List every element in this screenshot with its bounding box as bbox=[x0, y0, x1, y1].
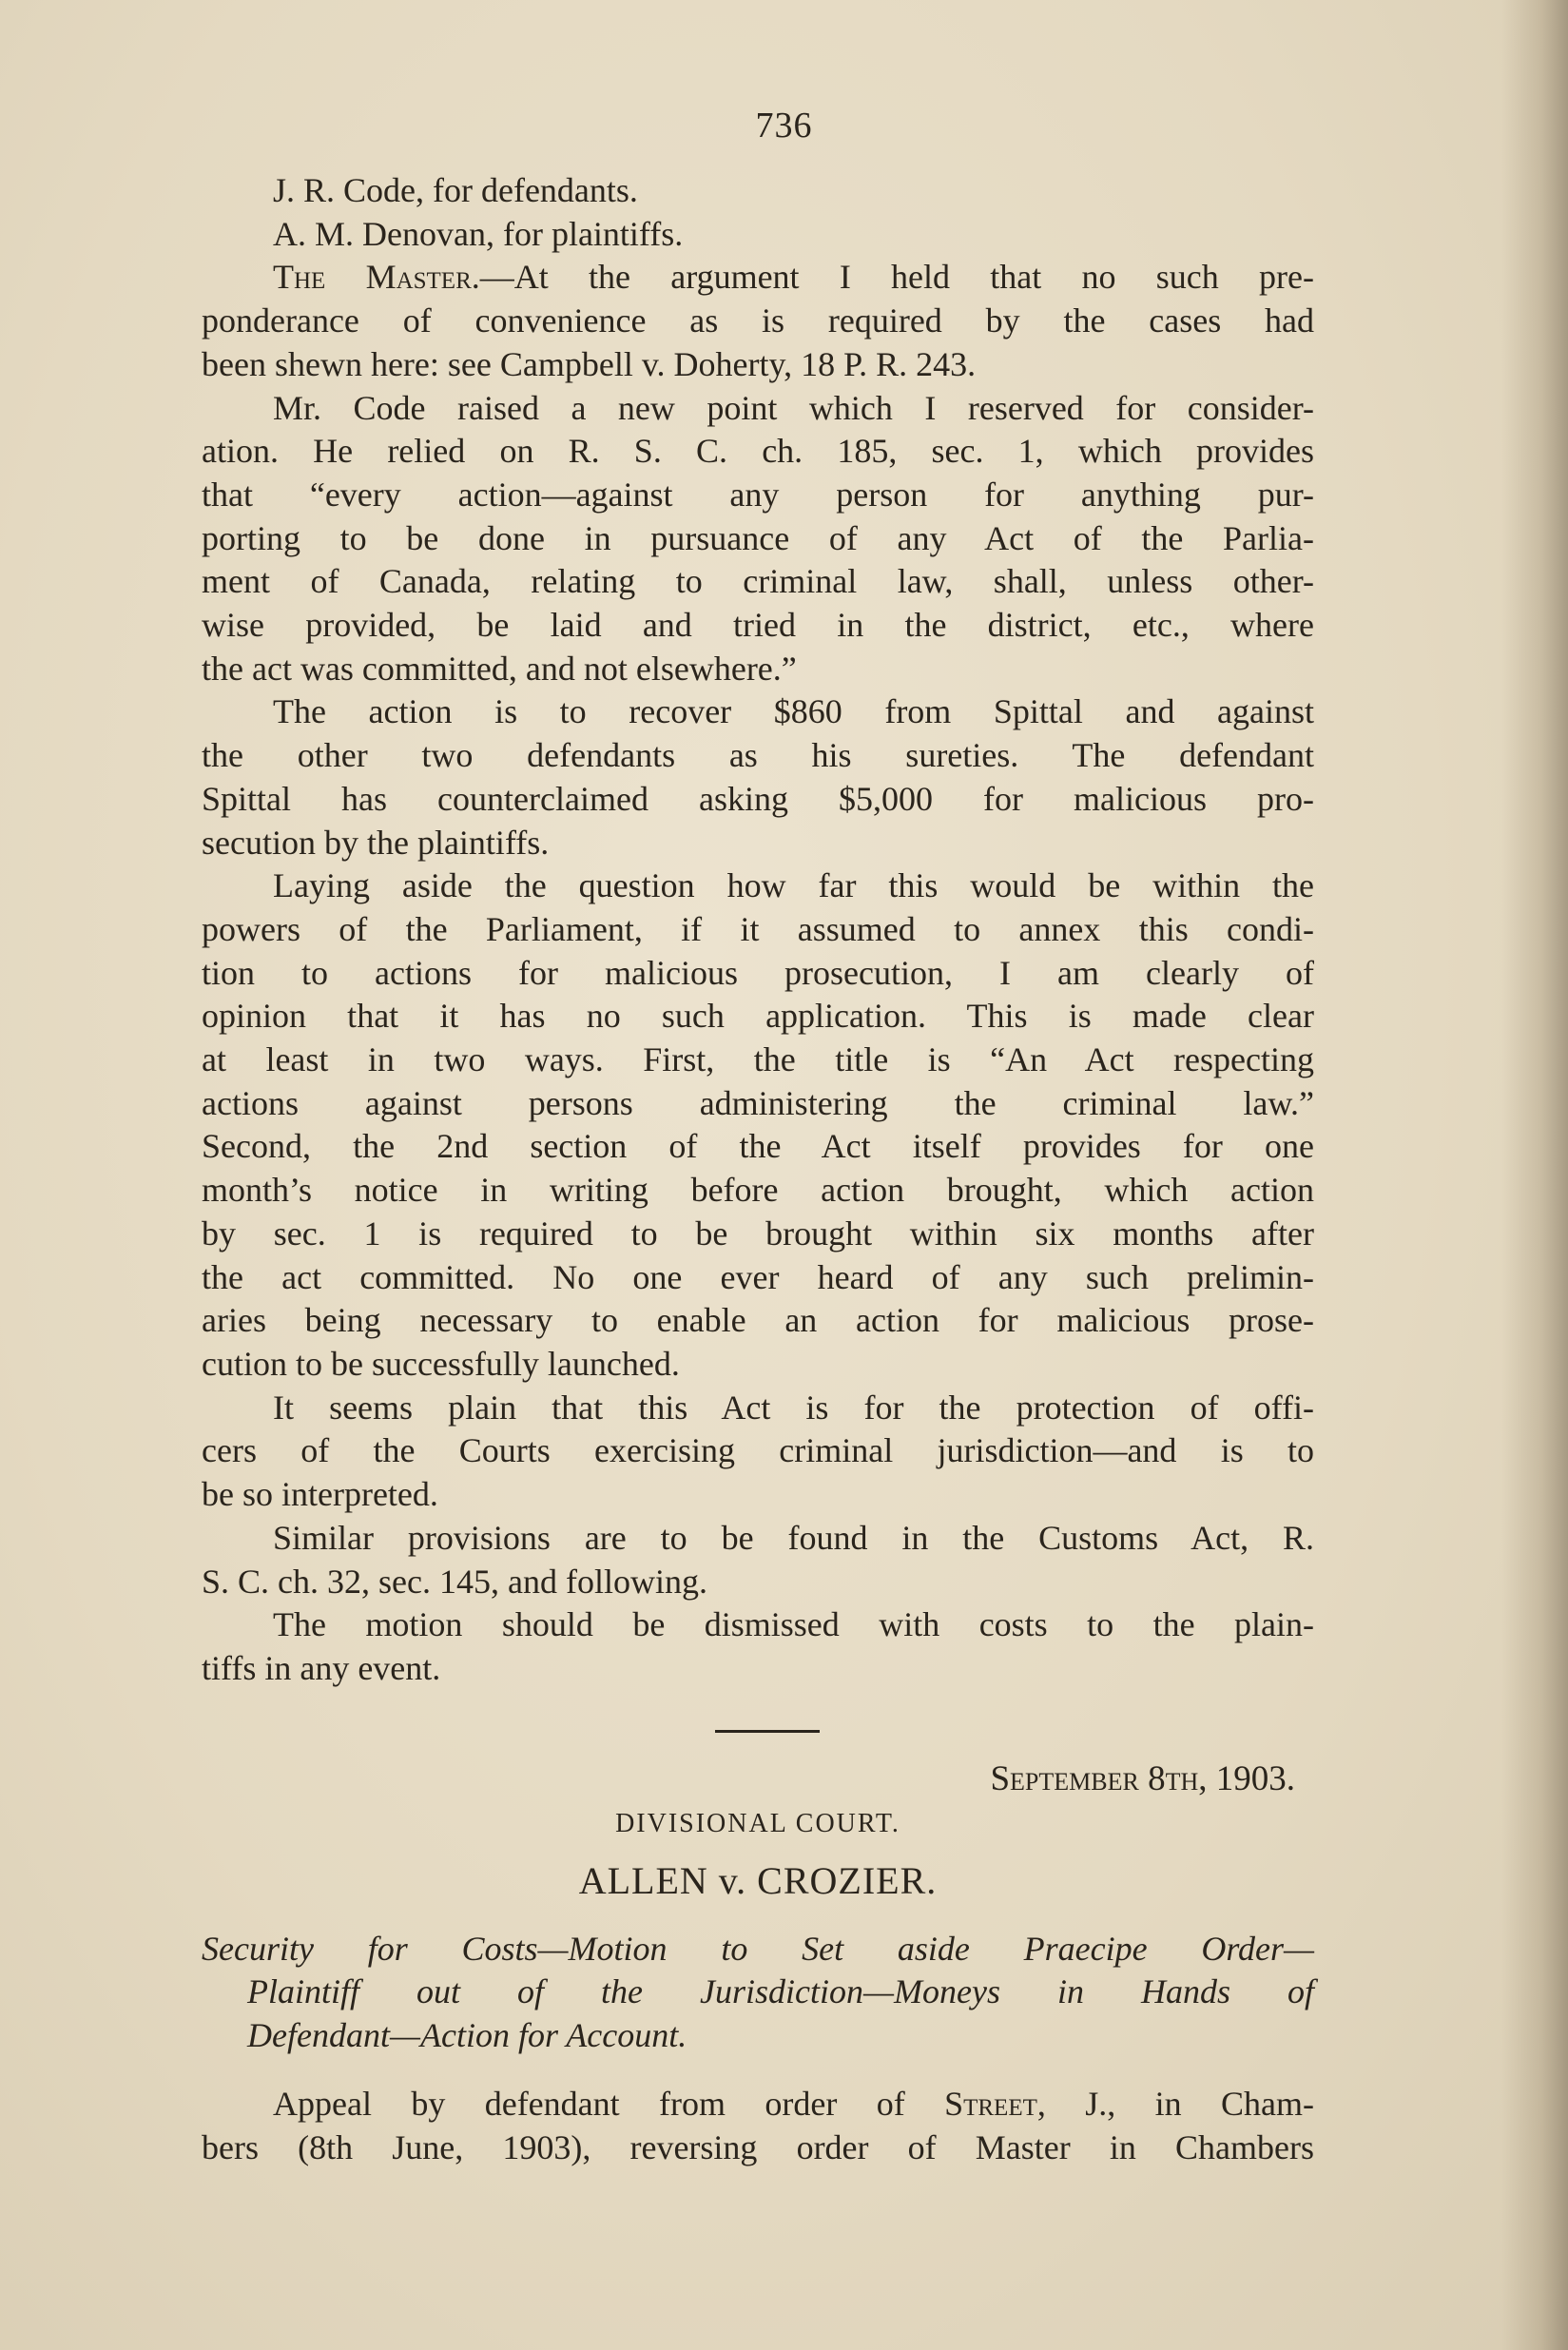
paragraph-line: cution to be successfully launched. bbox=[202, 1344, 680, 1383]
paragraph-line: Mr. Code raised a new point which I reserved for consider- bbox=[273, 388, 1314, 427]
paragraph-line: Spittal has counterclaimed asking $5,000 for malicious pro- bbox=[202, 779, 1314, 818]
paragraph bbox=[202, 387, 1314, 691]
headnote-line: Security for Costs—Motion to Set aside Praecipe Order— bbox=[202, 1929, 1314, 1968]
paragraph-line: It seems plain that this Act is for the protection of offi- bbox=[273, 1388, 1314, 1427]
paragraph bbox=[202, 1517, 1314, 1603]
appeal-paragraph bbox=[202, 2083, 1314, 2169]
paragraph-line: the act was committed, and not elsewhere.” bbox=[202, 649, 797, 688]
binding-gutter-shadow bbox=[1501, 0, 1568, 2350]
headnote-line: Plaintiff out of the Jurisdiction—Moneys in Hands of bbox=[247, 1972, 1314, 2011]
paragraph bbox=[202, 1387, 1314, 1517]
paragraph-line: month’s notice in writing before action brought, which action bbox=[202, 1171, 1314, 1210]
paragraph-line: ponderance of convenience as is required by the cases had bbox=[202, 301, 1314, 340]
paragraph-line: ation. He relied on R. S. C. ch. 185, sec. 1, which provides bbox=[202, 432, 1314, 471]
paragraph-line: tiffs in any event. bbox=[202, 1648, 441, 1687]
paragraph-line: aries being necessary to enable an action for malicious prose- bbox=[202, 1301, 1314, 1340]
paragraph-line: Laying aside the question how far this would be within the bbox=[273, 866, 1314, 905]
paragraph bbox=[202, 864, 1314, 1386]
paragraph-line: The action is to recover $860 from Spittal and against bbox=[273, 692, 1314, 731]
speaker-label: The Master. bbox=[273, 258, 480, 297]
paragraph-line: be so interpreted. bbox=[202, 1475, 438, 1514]
paragraph-line: bers (8th June, 1903), reversing order of Master in Chambers bbox=[202, 2127, 1314, 2166]
paragraph-line: tion to actions for malicious prosecution, I am clearly of bbox=[202, 953, 1314, 992]
decision-date: September 8th, 1903. bbox=[990, 1758, 1295, 1798]
paragraph-line: The motion should be dismissed with costs to the plain- bbox=[273, 1605, 1314, 1644]
paragraph-line: opinion that it has no such application. This is made clear bbox=[202, 997, 1314, 1036]
paragraph-line: S. C. ch. 32, sec. 145, and following. bbox=[202, 1562, 707, 1601]
counsel-line: A. M. Denovan, for plaintiffs. bbox=[273, 214, 684, 253]
headnote bbox=[202, 1928, 1314, 2058]
paragraph-line: that “every action—against any person for anything pur- bbox=[202, 475, 1314, 514]
section-divider bbox=[715, 1730, 820, 1733]
paragraph-line: Second, the 2nd section of the Act itself provides for one bbox=[202, 1127, 1314, 1166]
paragraph-line: The Master.—At the argument I held that no such pre- bbox=[273, 258, 1314, 297]
paragraph-line: by sec. 1 is required to be brought within six months after bbox=[202, 1214, 1314, 1253]
body-text bbox=[202, 169, 1314, 2169]
paragraph-line: secution by the plaintiffs. bbox=[202, 823, 550, 862]
court-name: DIVISIONAL COURT. bbox=[615, 1809, 900, 1839]
paragraph-line: actions against persons administering the criminal law.” bbox=[202, 1083, 1314, 1122]
paragraph-line: the act committed. No one ever heard of any such prelimin- bbox=[202, 1257, 1314, 1296]
paragraph-line: ment of Canada, relating to criminal law, shall, unless other- bbox=[202, 562, 1314, 601]
counsel-line: J. R. Code, for defendants. bbox=[273, 171, 638, 209]
paragraph-line: Similar provisions are to be found in the Customs Act, R. bbox=[273, 1518, 1314, 1557]
paragraph-line: porting to be done in pursuance of any Act of the Parlia- bbox=[202, 518, 1314, 557]
paragraph-line: at least in two ways. First, the title is “An Act respecting bbox=[202, 1040, 1314, 1079]
paragraph-line: the other two defendants as his sureties. The defendant bbox=[202, 736, 1314, 775]
paragraph bbox=[202, 256, 1314, 386]
paragraph-line: cers of the Courts exercising criminal jurisdiction—and is to bbox=[202, 1431, 1314, 1470]
headnote-line: Defendant—Action for Account. bbox=[247, 2016, 687, 2055]
judge-name: Street bbox=[944, 2084, 1037, 2123]
page-number: 736 bbox=[755, 106, 813, 146]
paragraph-line: wise provided, be laid and tried in the district, etc., where bbox=[202, 606, 1314, 645]
case-title: ALLEN v. CROZIER. bbox=[578, 1859, 938, 1903]
paragraph-line: powers of the Parliament, if it assumed to annex this condi- bbox=[202, 909, 1314, 948]
paragraph bbox=[202, 1603, 1314, 1690]
paragraph-line: been shewn here: see Campbell v. Doherty, 18 P. R. 243. bbox=[202, 344, 977, 383]
paragraph-line: Appeal by defendant from order of Street, J., in Cham- bbox=[273, 2084, 1314, 2123]
paragraph bbox=[202, 690, 1314, 864]
